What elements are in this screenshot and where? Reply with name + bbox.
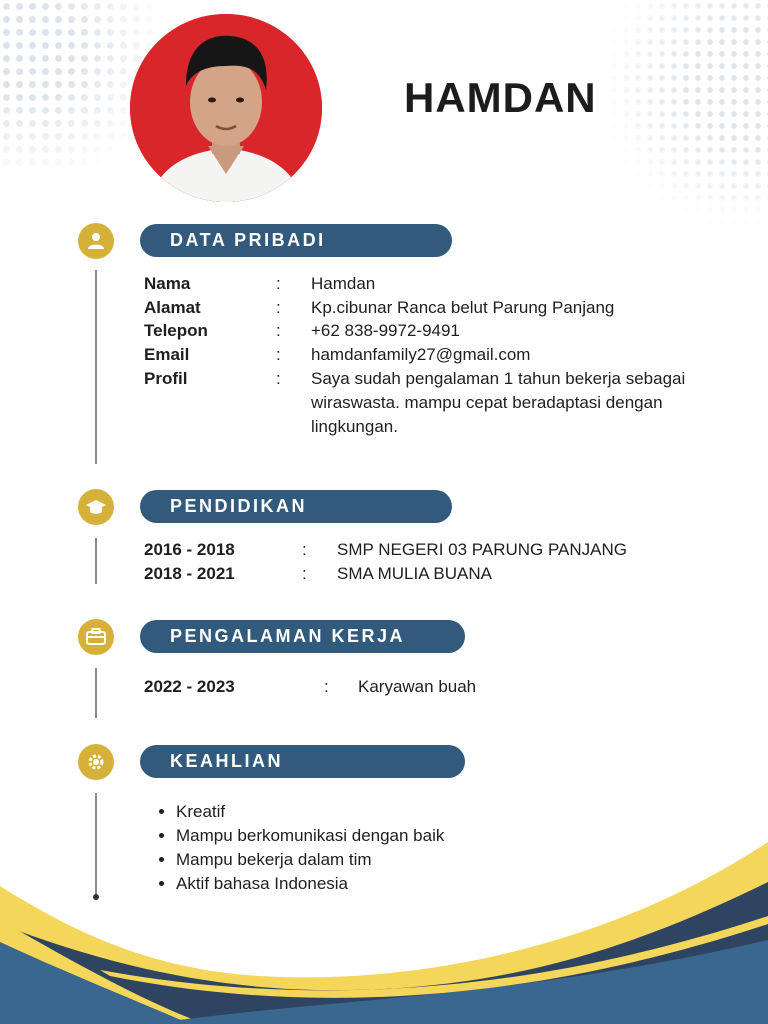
label-nama: Nama [144,274,191,293]
experience-period: 2022 - 2023 [144,677,235,696]
graduation-cap-icon [78,489,114,525]
education-school: SMP NEGERI 03 PARUNG PANJANG [337,540,628,559]
value-telepon: +62 838-9972-9491 [311,321,460,340]
experience-job: Karyawan buah [358,677,477,696]
profile-photo [130,14,322,202]
separator: : [324,677,329,696]
skill-item: • Mampu berkomunikasi dengan baik [176,824,444,848]
education-period: 2016 - 2018 [144,540,235,559]
timeline-line-education [95,538,97,584]
user-icon [78,223,114,259]
separator: : [276,321,281,340]
briefcase-icon [78,619,114,655]
separator: : [302,564,307,583]
decorative-waves [0,820,768,1024]
section-header-personal: DATA PRIBADI [140,224,452,257]
value-profil: Saya sudah pengalaman 1 tahun bekerja sebagai wiraswasta. mampu cepat beradaptasi dengan lingkungan. [311,369,686,436]
value-email: hamdanfamily27@gmail.com [311,345,531,364]
skill-item: • Aktif bahasa Indonesia [176,872,444,896]
section-header-experience: PENGALAMAN KERJA [140,620,465,653]
section-header-education: PENDIDIKAN [140,490,452,523]
label-email: Email [144,345,190,364]
separator: : [276,345,281,364]
separator: : [302,540,307,559]
timeline-line-experience [95,668,97,718]
skill-item: • Mampu bekerja dalam tim [176,848,444,872]
separator: : [276,369,281,388]
separator: : [276,298,281,317]
dot-pattern-right [608,0,768,240]
education-period: 2018 - 2021 [144,564,235,583]
label-alamat: Alamat [144,298,201,317]
gear-icon [78,744,114,780]
label-profil: Profil [144,369,188,388]
skill-item: • Kreatif [176,800,444,824]
section-header-skills: KEAHLIAN [140,745,465,778]
education-school: SMA MULIA BUANA [337,564,492,583]
label-telepon: Telepon [144,321,208,340]
separator: : [276,274,281,293]
value-nama: Hamdan [311,274,376,293]
page-title: HAMDAN [404,74,597,121]
value-alamat: Kp.cibunar Ranca belut Parung Panjang [311,298,615,317]
timeline-line-personal [95,270,97,464]
